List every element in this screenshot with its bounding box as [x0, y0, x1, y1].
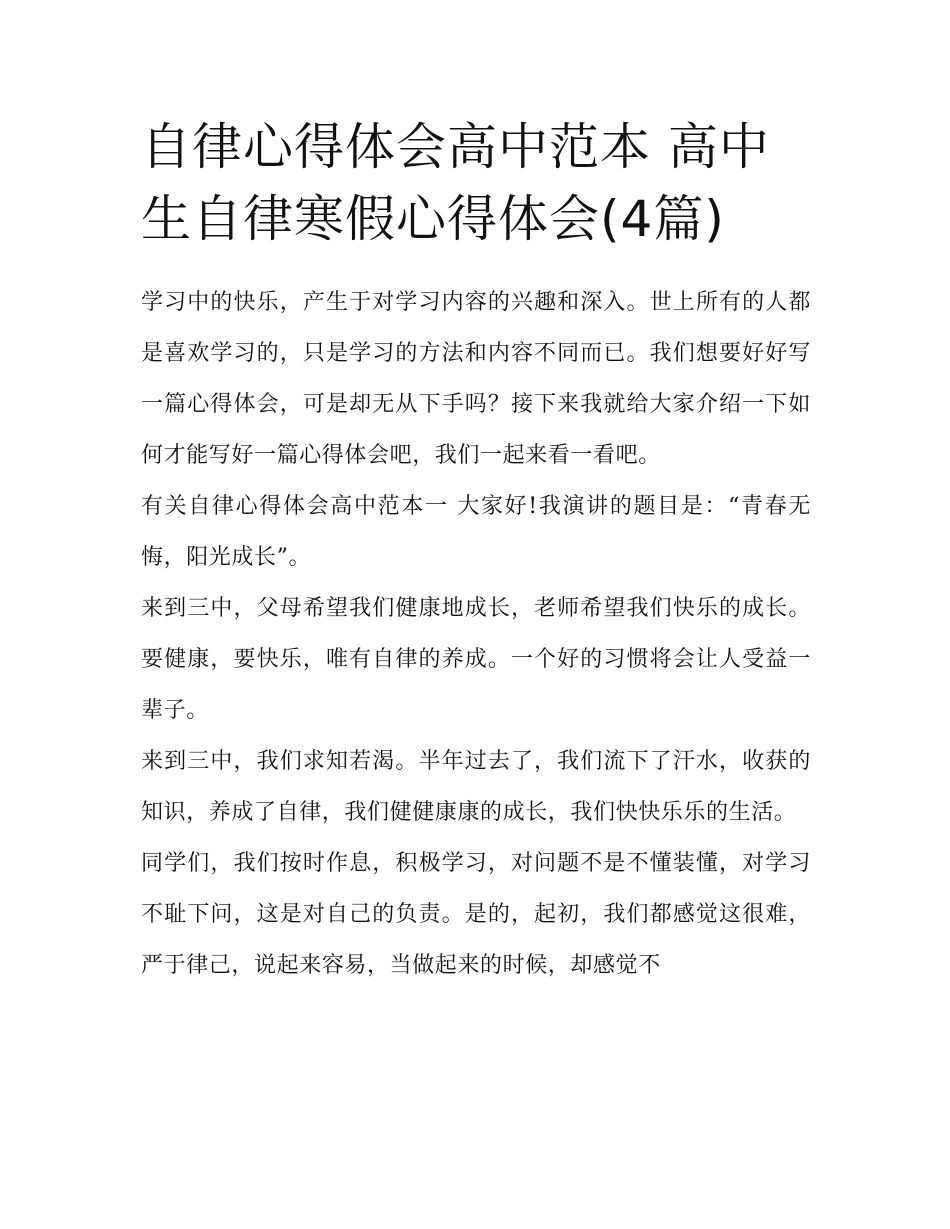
paragraph-healthy-growth: 来到三中，父母希望我们健康地成长，老师希望我们快乐的成长。要健康，要快乐，唯有自律的养成。一个好的习惯将会让人受益一辈子。 — [141, 596, 811, 723]
document-title: 自律心得体会高中范本 高中生自律寒假心得体会(4篇) — [141, 118, 770, 248]
paragraph-half-year: 来到三中，我们求知若渴。半年过去了，我们流下了汗水，收获的知识，养成了自律，我们健健康康的成长，我们快快乐乐的生活。 — [141, 749, 811, 825]
document-body — [141, 111, 811, 991]
paragraph-self-discipline: 同学们，我们按时作息，积极学习，对问题不是不懂装懂，对学习不耻下问，这是对自己的负责。是的，起初，我们都感觉这很难，严于律己，说起来容易，当做起来的时候，却感觉不 — [141, 851, 811, 978]
paragraph-speech-opening: 有关自律心得体会高中范本一 大家好!我演讲的题目是：“青春无悔，阳光成长”。 — [141, 494, 811, 570]
paragraph-intro: 学习中的快乐，产生于对学习内容的兴趣和深入。世上所有的人都是喜欢学习的，只是学习的方法和内容不同而已。我们想要好好写一篇心得体会，可是却无从下手吗？接下来我就给大家介绍一下如何才能写好一篇心得体会吧，我们一起来看一看吧。 — [141, 290, 811, 468]
